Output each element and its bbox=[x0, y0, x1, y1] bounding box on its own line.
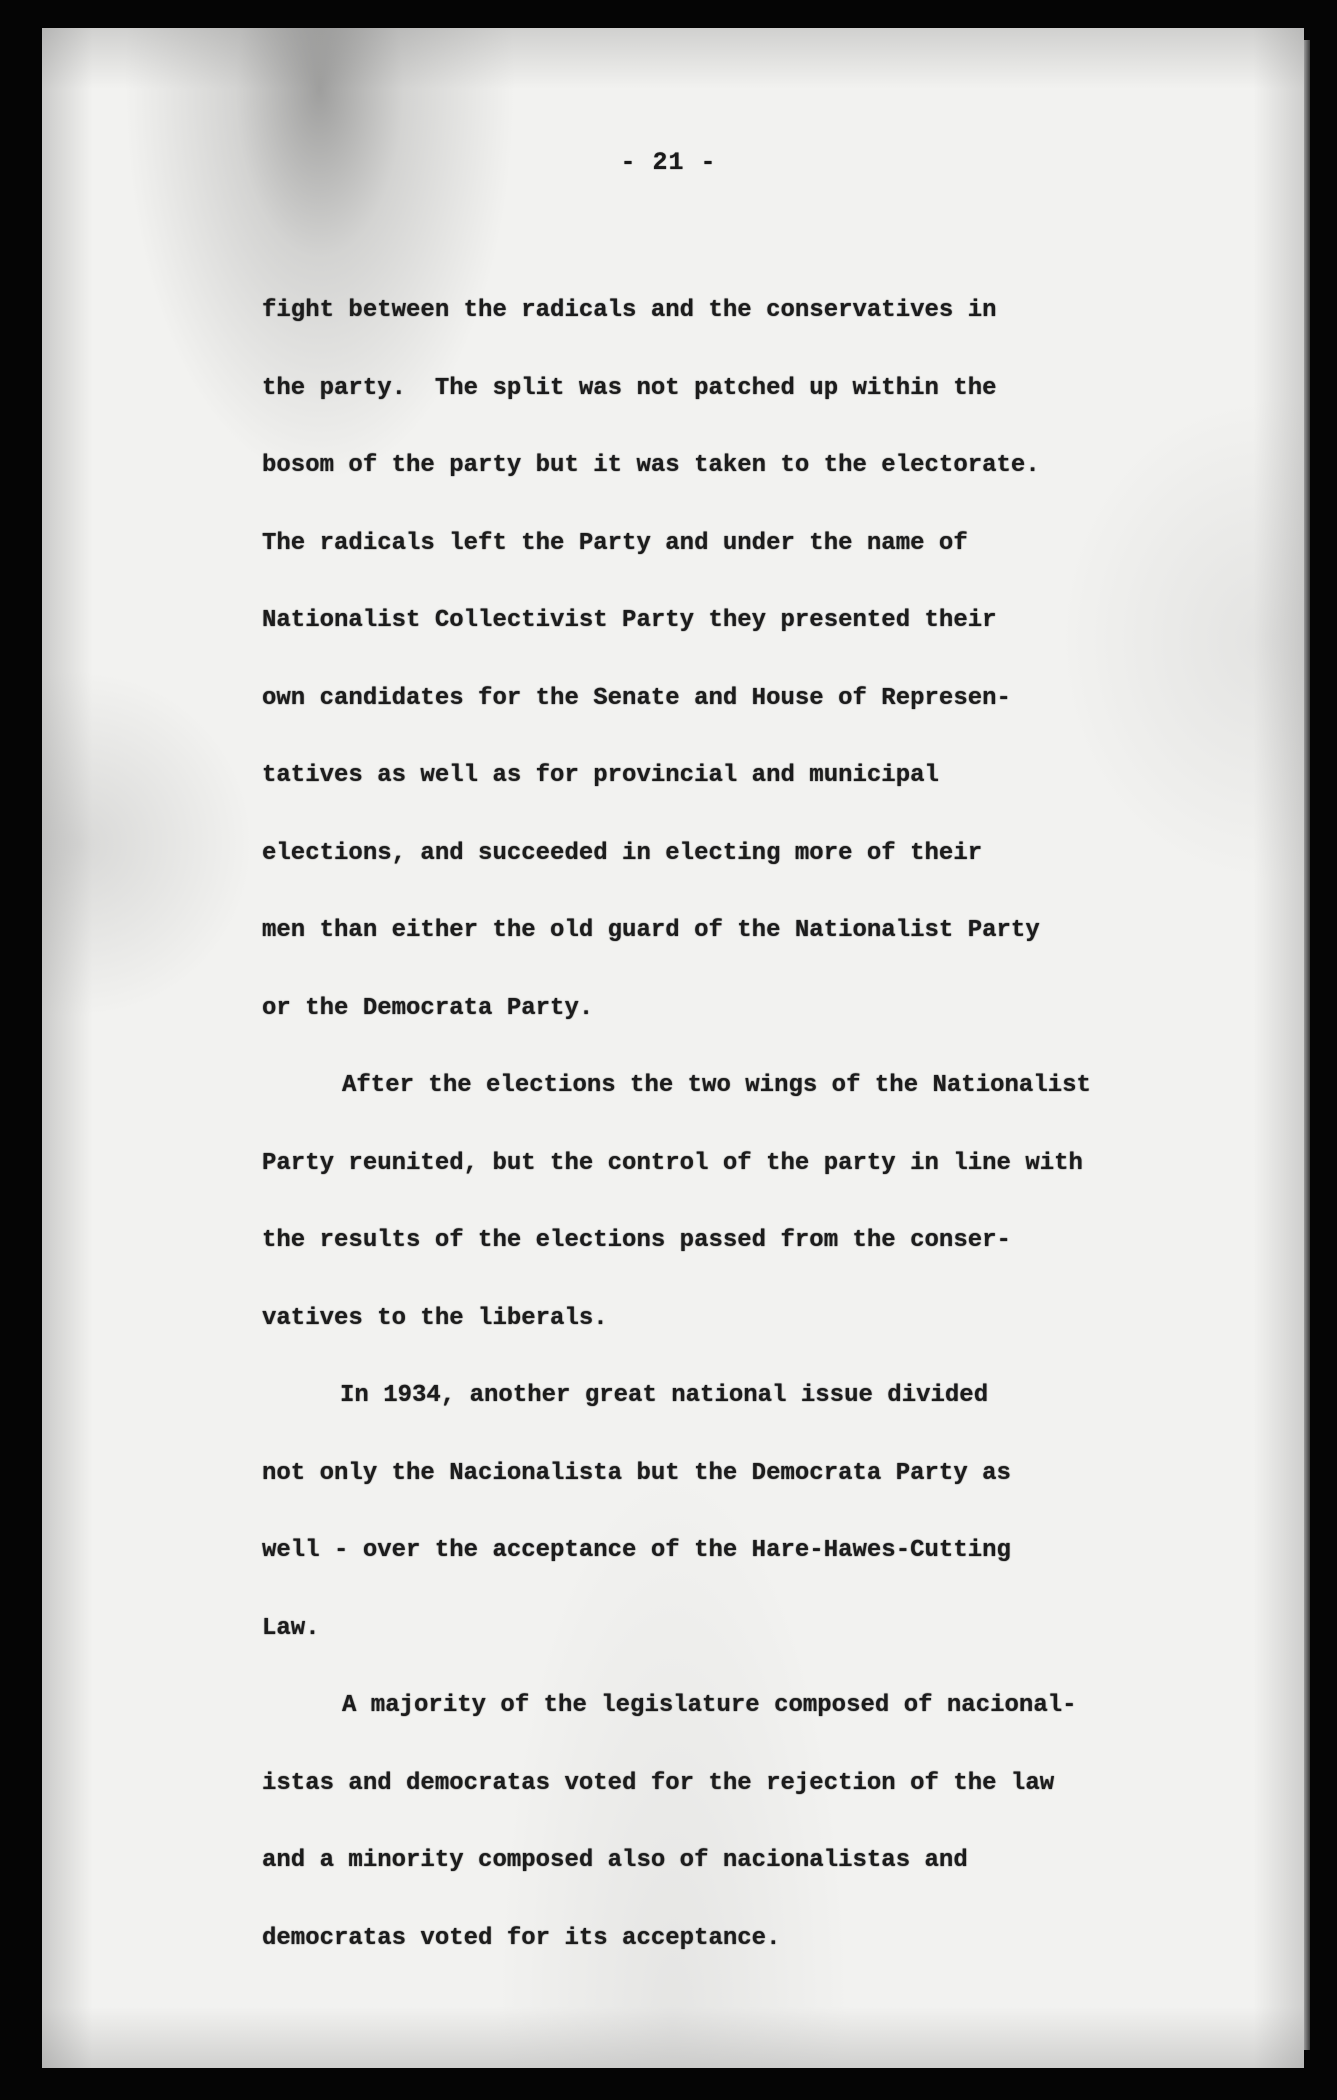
page-edge bbox=[1304, 40, 1310, 2050]
paragraph-start-line: After the elections the two wings of the Nationalist bbox=[342, 1072, 1091, 1099]
document-body bbox=[262, 272, 1182, 1977]
text-line: well - over the acceptance of the Hare-Hawes-Cutting bbox=[262, 1537, 1011, 1564]
text-line: vatives to the liberals. bbox=[262, 1304, 608, 1332]
text-line: the results of the elections passed from the conser- bbox=[262, 1227, 1011, 1254]
paragraph-start-line: In 1934, another great national issue divided bbox=[340, 1382, 989, 1409]
text-line: The radicals left the Party and under the name of bbox=[262, 529, 968, 557]
text-line: istas and democratas voted for the rejection of the law bbox=[262, 1769, 1055, 1797]
text-line: bosom of the party but it was taken to the electorate. bbox=[262, 452, 1040, 479]
text-line: tatives as well as for provincial and municipal bbox=[262, 762, 939, 789]
text-line: own candidates for the Senate and House of Represen- bbox=[262, 684, 1011, 712]
text-line: or the Democrata Party. bbox=[262, 994, 594, 1022]
text-line: and a minority composed also of nacionalistas and bbox=[262, 1847, 968, 1874]
text-line: elections, and succeeded in electing more of their bbox=[262, 839, 983, 867]
text-line: the party. The split was not patched up within the bbox=[262, 374, 997, 402]
text-line: Nationalist Collectivist Party they presented their bbox=[262, 607, 997, 634]
text-line: democratas voted for its acceptance. bbox=[262, 1924, 781, 1952]
text-line: not only the Nacionalista but the Democrata Party as bbox=[262, 1459, 1011, 1487]
text-line: Law. bbox=[262, 1614, 320, 1642]
page-number: - 21 - bbox=[620, 148, 717, 177]
text-line: Party reunited, but the control of the party in line with bbox=[262, 1149, 1083, 1177]
text-line: men than either the old guard of the Nationalist Party bbox=[262, 917, 1040, 944]
text-line: fight between the radicals and the conservatives in bbox=[262, 297, 997, 324]
paragraph-start-line: A majority of the legislature composed of nacional- bbox=[342, 1692, 1077, 1719]
